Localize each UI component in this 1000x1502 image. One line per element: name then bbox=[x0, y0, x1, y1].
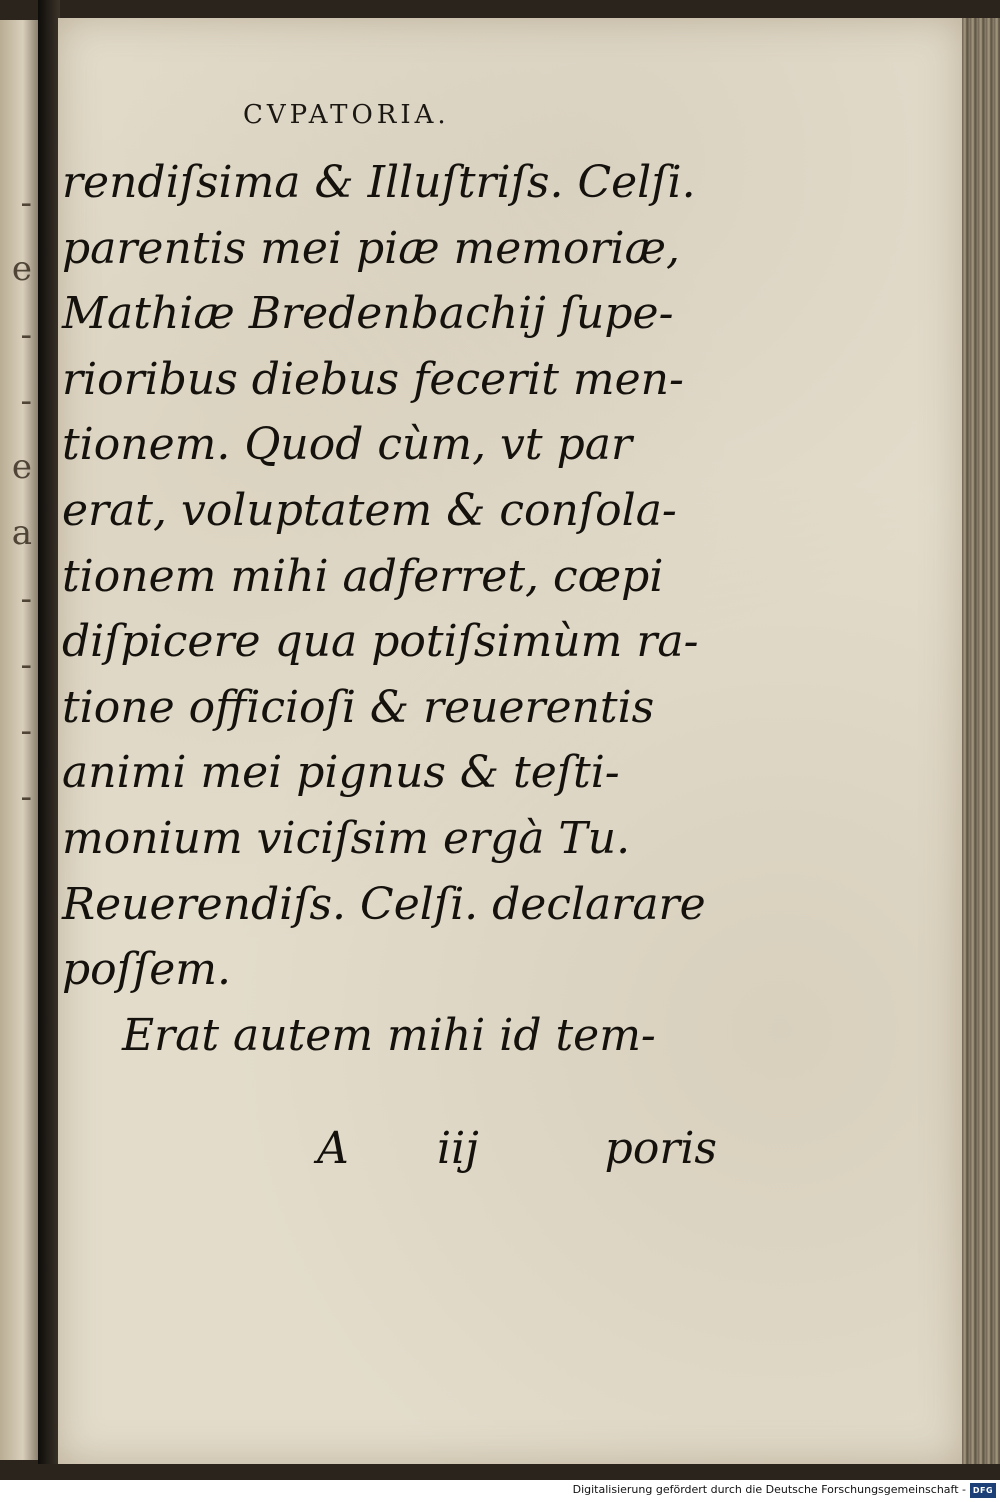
fragment: - bbox=[20, 645, 32, 685]
signature-line bbox=[62, 1123, 717, 1189]
text-line: rioribus diebus fecerit men- bbox=[62, 353, 684, 405]
fragment: - bbox=[20, 381, 32, 421]
fragment: a bbox=[11, 513, 32, 553]
text-line: erat, voluptatem & conſola- bbox=[62, 484, 677, 536]
text-line: monium viciſsim ergà Tu. bbox=[62, 812, 631, 864]
folio-number: iij bbox=[437, 1123, 479, 1174]
text-line: animi mei pignus & teſti- bbox=[62, 747, 620, 799]
text-line: diſpicere qua potiſsimùm ra- bbox=[62, 616, 699, 668]
fragment: e bbox=[11, 447, 32, 487]
text-line: Erat autem mihi id tem- bbox=[122, 1009, 656, 1061]
fragment: - bbox=[20, 579, 32, 619]
text-line: tione officioſi & reuerentis bbox=[62, 681, 655, 733]
text-line: poſſem. bbox=[62, 944, 231, 996]
page-fore-edge bbox=[962, 18, 1000, 1464]
fragment: - bbox=[20, 711, 32, 751]
fragment: e bbox=[11, 249, 32, 289]
facing-page-edge bbox=[0, 20, 38, 1460]
text-line: parentis mei piæ memoriæ, bbox=[62, 222, 680, 274]
text-line: tionem. Quod cùm, vt par bbox=[62, 419, 633, 471]
book-gutter bbox=[38, 0, 60, 1480]
text-line: tionem mihi adferret, cœpi bbox=[62, 550, 664, 602]
text-line: Reuerendiſs. Celſi. declarare bbox=[62, 878, 706, 930]
text-line: Mathiæ Bredenbachij ſupe- bbox=[62, 288, 674, 340]
signature-mark: A bbox=[317, 1123, 349, 1174]
body-text bbox=[62, 150, 722, 1068]
digitization-footer bbox=[0, 1480, 1000, 1502]
fragment: - bbox=[20, 315, 32, 355]
catchword: poris bbox=[604, 1123, 717, 1174]
fragment: - bbox=[20, 777, 32, 817]
scan-bottom-band bbox=[0, 1464, 1000, 1480]
dfg-logo-icon[interactable]: DFG bbox=[970, 1483, 996, 1498]
footer-credit: Digitalisierung gefördert durch die Deutsche Forschungsgemeinschaft - bbox=[572, 1483, 966, 1496]
text-line: rendiſsima & Illuſtriſs. Celſi. bbox=[62, 157, 696, 208]
running-head: CVPATORIA. bbox=[243, 100, 450, 130]
facing-page-text-fragments bbox=[2, 170, 32, 830]
fragment: - bbox=[20, 183, 32, 223]
